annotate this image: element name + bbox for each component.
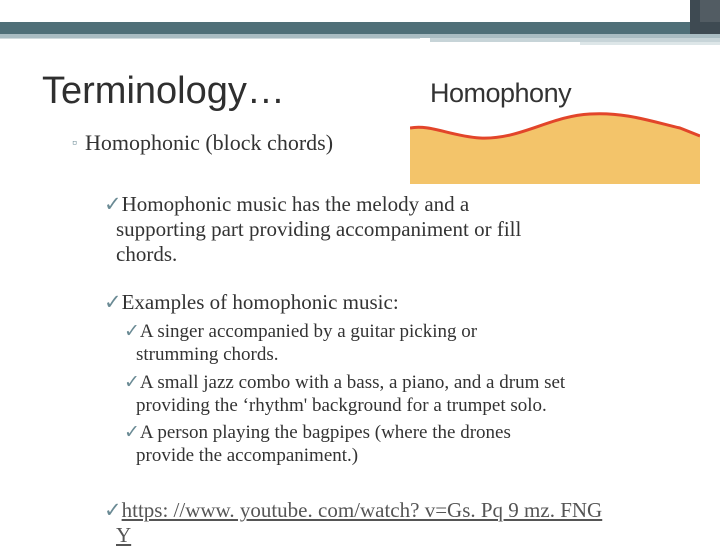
example1-line2: strumming chords. bbox=[136, 344, 279, 365]
video-link[interactable]: https: //www. youtube. com/watch? v=Gs. Pq 9 mz. FNG bbox=[121, 498, 603, 522]
checkmark-icon: ✓ bbox=[124, 421, 140, 443]
video-link-line2 bbox=[116, 523, 131, 548]
checkmark-icon: ✓ bbox=[104, 290, 122, 314]
example2-line2: providing the ‘rhythm' background for a trumpet solo. bbox=[136, 395, 547, 416]
header-band-line bbox=[0, 38, 420, 39]
heading-text: Homophonic (block chords) bbox=[84, 130, 334, 155]
example3-line2: provide the accompaniment.) bbox=[136, 445, 359, 466]
para1-line3: chords. bbox=[116, 242, 178, 266]
video-link-continued[interactable]: Y bbox=[116, 523, 132, 547]
example2-line1: ✓A small jazz combo with a bass, a piano, and a drum set bbox=[124, 371, 566, 393]
header-corner-block-2 bbox=[700, 0, 720, 22]
video-link-line1 bbox=[104, 498, 602, 523]
heading-bullet bbox=[72, 130, 333, 156]
square-bullet-icon: ▫ bbox=[72, 136, 77, 151]
checkmark-icon: ✓ bbox=[124, 320, 140, 342]
header-band-light-right-2 bbox=[580, 42, 720, 45]
homophony-wave-fill bbox=[410, 114, 700, 184]
example1-line1: ✓A singer accompanied by a guitar picking or bbox=[124, 320, 478, 342]
checkmark-icon: ✓ bbox=[104, 498, 122, 522]
para1-line1: ✓Homophonic music has the melody and a bbox=[104, 192, 470, 216]
header-band bbox=[0, 0, 720, 24]
checkmark-icon: ✓ bbox=[104, 192, 122, 216]
checkmark-icon: ✓ bbox=[124, 371, 140, 393]
examples-heading: ✓Examples of homophonic music: bbox=[104, 290, 399, 314]
para1-line2: supporting part providing accompaniment or fill bbox=[116, 217, 522, 241]
header-band-dark bbox=[0, 22, 720, 34]
homophony-label: Homophony bbox=[430, 78, 572, 108]
example3-line1: ✓A person playing the bagpipes (where the drones bbox=[124, 421, 511, 443]
slide-title: Terminology… bbox=[42, 70, 285, 112]
